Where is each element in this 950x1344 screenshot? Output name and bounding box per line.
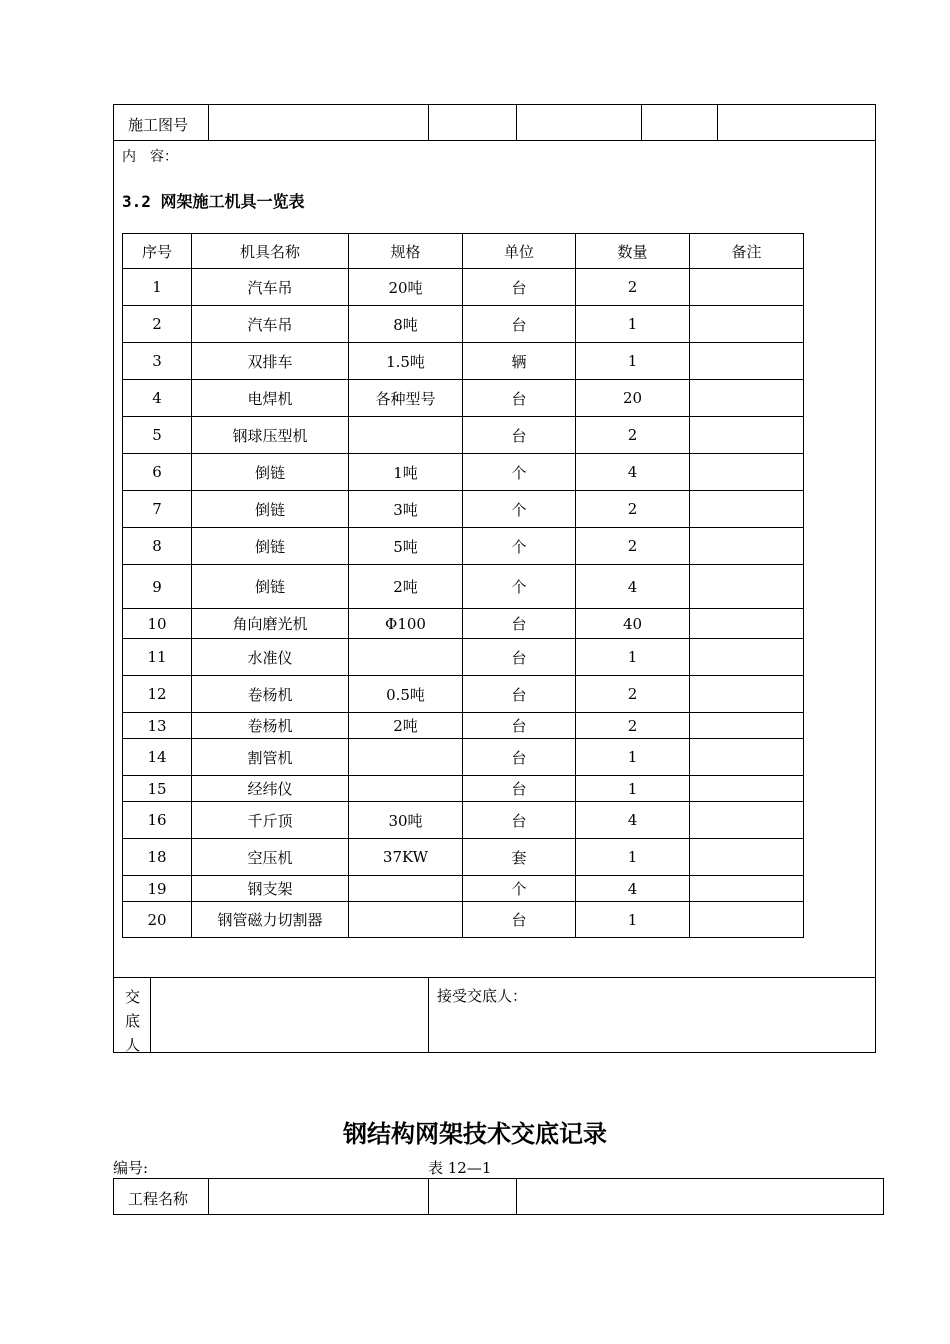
cell-qty: 4 <box>576 454 690 491</box>
table-row <box>123 306 804 343</box>
cell-remark <box>690 639 804 676</box>
cell-name: 钢管磁力切割器 <box>192 902 349 938</box>
table-row <box>123 528 804 565</box>
cell-name: 空压机 <box>192 839 349 876</box>
table-header-row <box>123 234 804 269</box>
cell-qty: 1 <box>576 343 690 380</box>
header-col-divider-2 <box>428 104 429 140</box>
table-row <box>123 269 804 306</box>
cell-spec: 5吨 <box>349 528 463 565</box>
cell-spec: 0.5吨 <box>349 676 463 713</box>
cell-remark <box>690 454 804 491</box>
cell-remark <box>690 269 804 306</box>
cell-spec: 1.5吨 <box>349 343 463 380</box>
cell-seq: 12 <box>123 676 192 713</box>
cell-remark <box>690 839 804 876</box>
cell-unit: 台 <box>463 713 576 739</box>
cell-unit: 台 <box>463 306 576 343</box>
cell-spec <box>349 739 463 776</box>
cell-qty: 4 <box>576 565 690 609</box>
header-qty: 数量 <box>576 234 690 269</box>
table-row <box>123 565 804 609</box>
cell-unit: 个 <box>463 528 576 565</box>
cell-seq: 6 <box>123 454 192 491</box>
table-row <box>123 802 804 839</box>
header-spec: 规格 <box>349 234 463 269</box>
cell-seq: 14 <box>123 739 192 776</box>
cell-remark <box>690 902 804 938</box>
cell-name: 双排车 <box>192 343 349 380</box>
cell-remark <box>690 802 804 839</box>
cell-unit: 个 <box>463 565 576 609</box>
cell-name: 经纬仪 <box>192 776 349 802</box>
cell-name: 倒链 <box>192 528 349 565</box>
table-row <box>123 380 804 417</box>
table-row <box>123 491 804 528</box>
header-unit: 单位 <box>463 234 576 269</box>
cell-seq: 9 <box>123 565 192 609</box>
cell-seq: 2 <box>123 306 192 343</box>
cell-spec: 2吨 <box>349 565 463 609</box>
header-col-divider-1 <box>208 104 209 140</box>
cell-unit: 辆 <box>463 343 576 380</box>
header-col-divider-4 <box>641 104 642 140</box>
cell-remark <box>690 609 804 639</box>
table-row <box>123 454 804 491</box>
cell-spec: 8吨 <box>349 306 463 343</box>
section-title: 3.2 网架施工机具一览表 <box>122 192 305 211</box>
table-row <box>123 417 804 454</box>
cell-seq: 5 <box>123 417 192 454</box>
form-number: 表 12—1 <box>428 1159 492 1177</box>
cell-qty: 1 <box>576 739 690 776</box>
cell-unit: 套 <box>463 839 576 876</box>
project-col-divider-1 <box>208 1178 209 1215</box>
cell-name: 电焊机 <box>192 380 349 417</box>
content-label: 内 容： <box>122 149 178 165</box>
header-col-divider-5 <box>717 104 718 140</box>
cell-remark <box>690 491 804 528</box>
table-row <box>123 776 804 802</box>
table-row <box>123 343 804 380</box>
cell-spec <box>349 876 463 902</box>
cell-name: 倒链 <box>192 454 349 491</box>
presenter-char-1: 交 <box>125 988 141 1006</box>
table-row <box>123 609 804 639</box>
header-row-divider <box>113 140 876 141</box>
cell-qty: 2 <box>576 528 690 565</box>
cell-remark <box>690 417 804 454</box>
table-row <box>123 713 804 739</box>
cell-unit: 个 <box>463 491 576 528</box>
cell-name: 倒链 <box>192 565 349 609</box>
cell-unit: 台 <box>463 676 576 713</box>
cell-seq: 19 <box>123 876 192 902</box>
cell-unit: 台 <box>463 639 576 676</box>
cell-name: 倒链 <box>192 491 349 528</box>
drawing-no-label: 施工图号 <box>128 116 189 134</box>
cell-spec: Φ100 <box>349 609 463 639</box>
cell-remark <box>690 343 804 380</box>
cell-spec <box>349 417 463 454</box>
presenter-label <box>125 985 140 1057</box>
cell-qty: 2 <box>576 676 690 713</box>
cell-qty: 20 <box>576 380 690 417</box>
cell-qty: 2 <box>576 269 690 306</box>
cell-unit: 台 <box>463 380 576 417</box>
cell-seq: 10 <box>123 609 192 639</box>
table-row <box>123 902 804 938</box>
cell-name: 角向磨光机 <box>192 609 349 639</box>
cell-spec: 30吨 <box>349 802 463 839</box>
cell-qty: 4 <box>576 876 690 902</box>
cell-remark <box>690 380 804 417</box>
cell-qty: 2 <box>576 491 690 528</box>
cell-spec <box>349 776 463 802</box>
cell-qty: 1 <box>576 306 690 343</box>
cell-seq: 4 <box>123 380 192 417</box>
project-col-divider-2 <box>428 1178 429 1215</box>
cell-name: 汽车吊 <box>192 306 349 343</box>
cell-name: 水准仪 <box>192 639 349 676</box>
footer-col-divider-2 <box>428 977 429 1053</box>
cell-name: 千斤顶 <box>192 802 349 839</box>
cell-seq: 1 <box>123 269 192 306</box>
cell-qty: 1 <box>576 839 690 876</box>
header-seq: 序号 <box>123 234 192 269</box>
cell-qty: 1 <box>576 902 690 938</box>
cell-spec: 2吨 <box>349 713 463 739</box>
cell-name: 卷杨机 <box>192 676 349 713</box>
cell-remark <box>690 676 804 713</box>
cell-spec: 3吨 <box>349 491 463 528</box>
cell-remark <box>690 306 804 343</box>
cell-name: 汽车吊 <box>192 269 349 306</box>
cell-seq: 15 <box>123 776 192 802</box>
cell-seq: 20 <box>123 902 192 938</box>
cell-seq: 13 <box>123 713 192 739</box>
equipment-table <box>122 233 804 938</box>
cell-unit: 台 <box>463 802 576 839</box>
cell-spec: 1吨 <box>349 454 463 491</box>
cell-spec: 各种型号 <box>349 380 463 417</box>
cell-unit: 个 <box>463 454 576 491</box>
cell-spec: 37KW <box>349 839 463 876</box>
cell-seq: 16 <box>123 802 192 839</box>
cell-spec: 20吨 <box>349 269 463 306</box>
cell-name: 钢球压型机 <box>192 417 349 454</box>
cell-remark <box>690 876 804 902</box>
cell-spec <box>349 902 463 938</box>
presenter-char-3: 人 <box>125 1036 141 1054</box>
doc-title: 钢结构网架技术交底记录 <box>343 1120 607 1148</box>
cell-seq: 11 <box>123 639 192 676</box>
table-row <box>123 876 804 902</box>
cell-unit: 个 <box>463 876 576 902</box>
cell-qty: 1 <box>576 776 690 802</box>
table-row <box>123 639 804 676</box>
cell-seq: 3 <box>123 343 192 380</box>
cell-qty: 2 <box>576 417 690 454</box>
cell-name: 割管机 <box>192 739 349 776</box>
cell-remark <box>690 739 804 776</box>
cell-name: 钢支架 <box>192 876 349 902</box>
header-col-divider-3 <box>516 104 517 140</box>
receiver-label: 接受交底人： <box>437 987 528 1005</box>
cell-name: 卷杨机 <box>192 713 349 739</box>
cell-unit: 台 <box>463 609 576 639</box>
cell-unit: 台 <box>463 776 576 802</box>
header-remark: 备注 <box>690 234 804 269</box>
presenter-char-2: 底 <box>125 1012 141 1030</box>
table-row <box>123 739 804 776</box>
cell-unit: 台 <box>463 902 576 938</box>
project-name-label: 工程名称 <box>128 1190 189 1208</box>
cell-seq: 8 <box>123 528 192 565</box>
cell-remark <box>690 565 804 609</box>
cell-spec <box>349 639 463 676</box>
cell-seq: 7 <box>123 491 192 528</box>
cell-qty: 2 <box>576 713 690 739</box>
cell-qty: 4 <box>576 802 690 839</box>
cell-seq: 18 <box>123 839 192 876</box>
cell-remark <box>690 776 804 802</box>
table-row <box>123 676 804 713</box>
cell-remark <box>690 528 804 565</box>
cell-unit: 台 <box>463 269 576 306</box>
project-col-divider-3 <box>516 1178 517 1215</box>
cell-qty: 40 <box>576 609 690 639</box>
table-row <box>123 839 804 876</box>
cell-unit: 台 <box>463 739 576 776</box>
cell-remark <box>690 713 804 739</box>
serial-label: 编号: <box>113 1159 149 1177</box>
footer-col-divider-1 <box>150 977 151 1053</box>
cell-qty: 1 <box>576 639 690 676</box>
cell-unit: 台 <box>463 417 576 454</box>
equipment-table-body <box>123 269 804 938</box>
footer-divider <box>113 977 876 978</box>
project-info-frame <box>113 1178 884 1215</box>
header-name: 机具名称 <box>192 234 349 269</box>
